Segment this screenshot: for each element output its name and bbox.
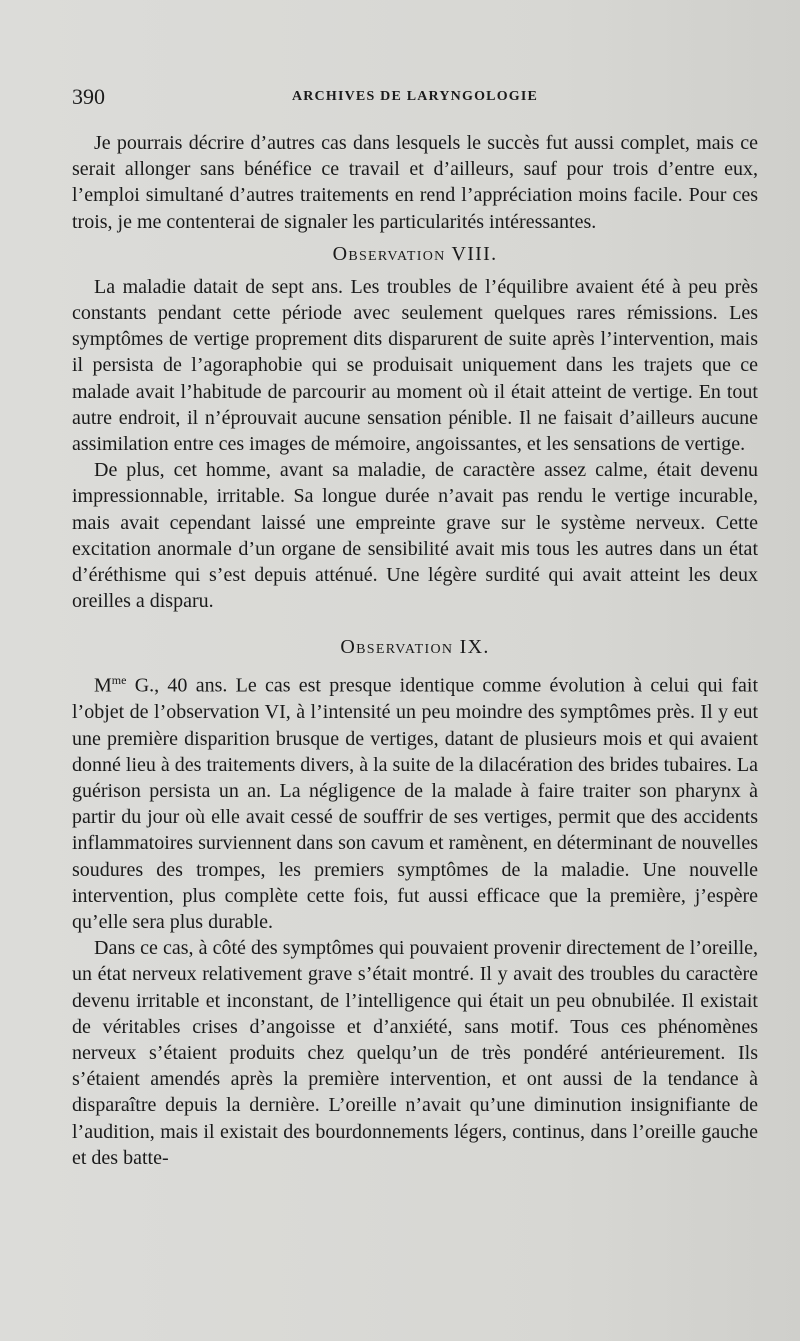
page-number: 390 (72, 84, 105, 109)
obs9-prefix: M (94, 675, 112, 698)
observation-ix-heading: Observation IX. (340, 636, 490, 659)
obs9-prefix-sup: me (111, 673, 127, 688)
running-head (72, 84, 758, 114)
journal-title: ARCHIVES DE LARYNGOLOGIE (291, 89, 539, 104)
paragraph-observation-viii-1: La maladie datait de sept ans. Les troubles de l’équilibre avaient été à peu près constants pendant cette période avec seulement quelques rares rémissions. Les symptômes de vertige proprement dits disparurent de suite après l’intervention, mais il persista de l’agoraphobie qui se produisait uniquement dans les trajets que ce malade avait l’habitude de parcourir au moment où il était atteint de vertige. En tout autre endroit, il n’éprouvait aucune sensation pénible. Il ne faisait d’ailleurs aucune assimilation entre ces images de mémoire, angoissantes, et les sensations de vertige. (72, 275, 758, 456)
obs9-text: G., 40 ans. Le cas est presque identique comme évolution à celui qui fait l’objet de l’observation VI, à l’intensité un peu moindre des symptômes près. Il y eut une première disparition brusque de vertiges, datant de plusieurs mois et qui avaient donné lieu à des traitements divers, à la suite de la dilacération des brides tubaires. La guérison persista un an. La négligence de la malade à faire traiter son pharynx à partir du jour où elle avait cessé de souffrir de ses vertiges, permit que des accidents inflammatoires surviennent dans son cavum et ramènent, en déterminant de nouvelles soudures des trompes, les premiers symptômes de la maladie. Une nouvelle intervention, plus complète cette fois, fut aussi efficace que la première, j’espère qu’elle sera plus durable. (72, 675, 759, 933)
paragraph-observation-viii-2: De plus, cet homme, avant sa maladie, de caractère assez calme, était devenu impressionnable, irritable. Sa longue durée n’avait pas rendu le vertige incurable, mais avait cependant laissé une empreinte grave sur le système nerveux. Cette excitation anormale d’un organe de sensibilité avait mis tous les autres dans un état d’éréthisme qui s’est depuis atténué. Une légère surdité qui avait atteint les deux oreilles a disparu. (72, 459, 758, 613)
observation-viii-heading: Observation VIII. (332, 242, 498, 265)
paragraph-observation-ix-1 (72, 667, 758, 935)
paragraph-observation-ix-2: Dans ce cas, à côté des symptômes qui pouvaient provenir directement de l’oreille, un état nerveux relativement grave s’était montré. Il y avait des troubles du caractère devenu irritable et inconstant, de l’intelligence qui était un peu obnubilée. Il existait de véritables crises d’angoisse et d’anxiété, sans motif. Tous ces phénomènes nerveux s’étaient produits chez quelqu’un de très pondéré antérieurement. Ils s’étaient amendés après la première intervention, et ont aussi de la tendance à disparaître depuis la dernière. L’oreille n’avait qu’une diminution insignifiante de l’audition, mais il existait des bourdonnements légers, continus, dans l’oreille gauche et des batte- (72, 937, 758, 1169)
paragraph-intro: Je pourrais décrire d’autres cas dans lesquels le succès fut aussi complet, mais ce serait allonger sans bénéfice ce travail et d’ailleurs, sauf pour trois d’entre eux, l’emploi simultané d’autres traitements en rend l’appréciation moins facile. Pour ces trois, je me contenterai de signaler les particularités intéressantes. (72, 132, 758, 233)
